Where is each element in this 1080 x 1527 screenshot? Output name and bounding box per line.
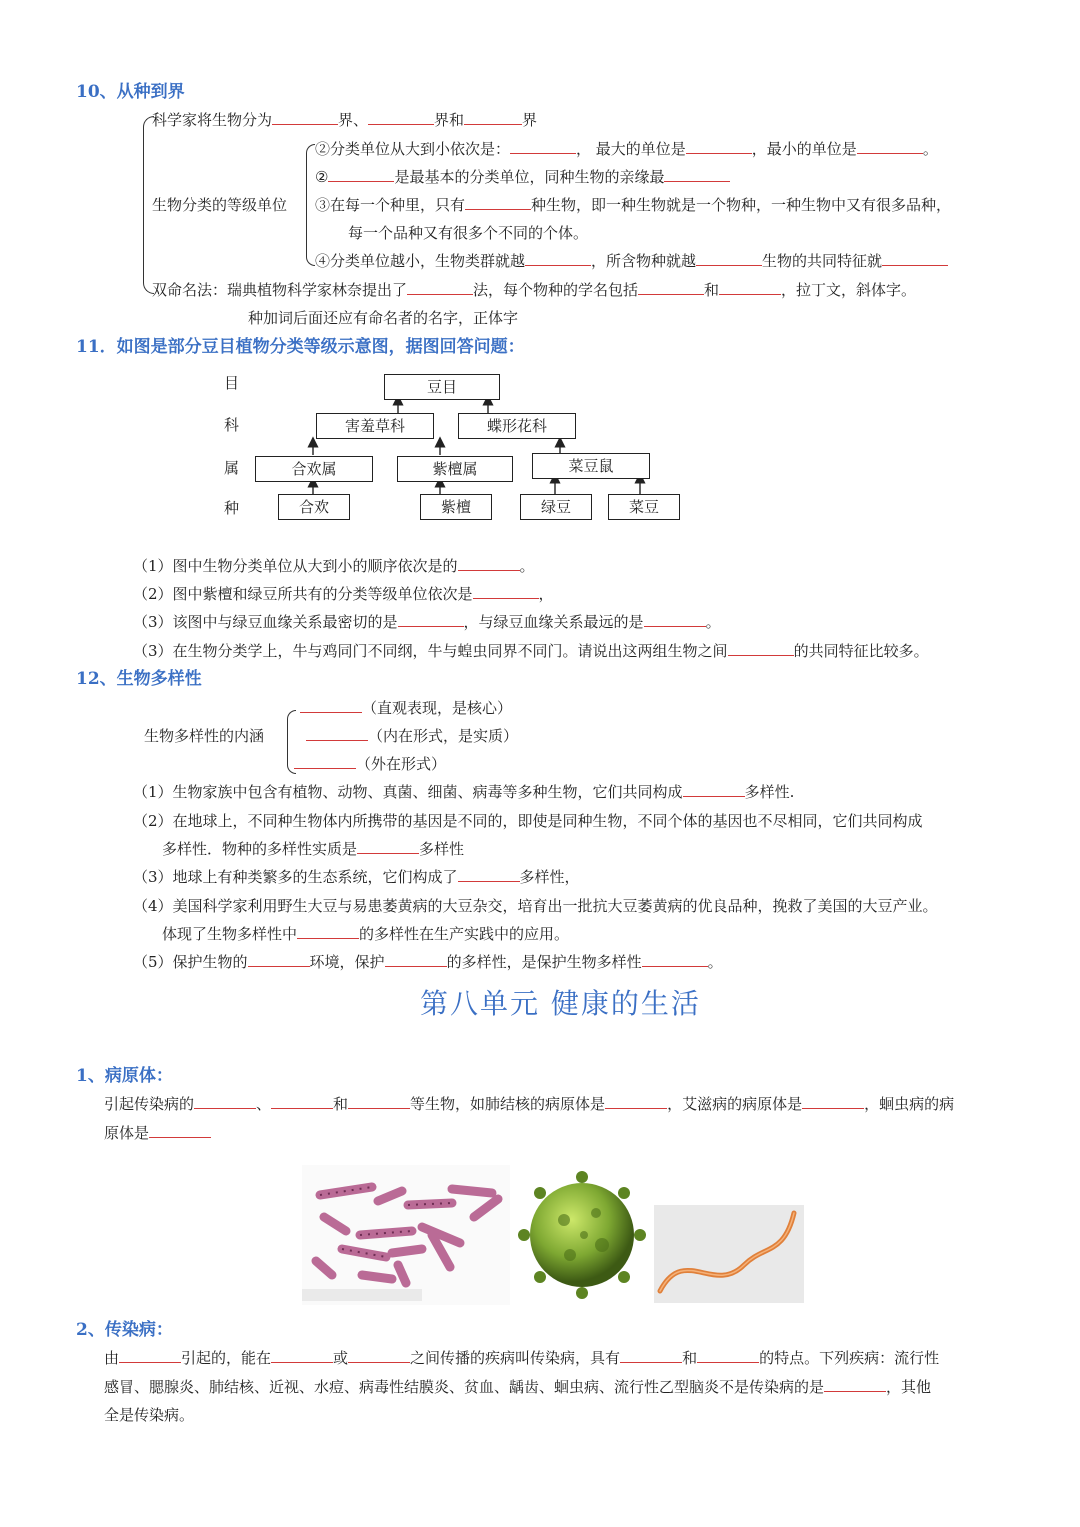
rank-item-3-cont: 每一个品种又有很多个不同的个体。 [348, 224, 589, 242]
family-box-1: 害羞草科 [316, 413, 434, 439]
species-box-3: 绿豆 [520, 494, 592, 520]
biodiversity-item-2: （内在形式，是实质） [306, 726, 518, 746]
section-11-title: 11．如图是部分豆目植物分类等级示意图，据图回答问题： [76, 337, 525, 357]
genus-box-3: 菜豆鼠 [532, 453, 650, 479]
section-12-title: 12、生物多样性 [76, 669, 202, 689]
species-box-2: 紫檀 [420, 494, 492, 520]
binomial-line: 双命名法：瑞典植物科学家林奈提出了 法，每个物种的学名包括 和 ，拉丁文，斜体字。 [152, 281, 917, 299]
pathogen-line-2: 原体是 [104, 1123, 211, 1143]
level-family-label: 科 [224, 416, 240, 434]
para-12-4: （4）美国科学家利用野生大豆与易患萎黄病的大豆杂交，培育出一批抗大豆萎黄病的优良品种，挽救了美国的大豆产业。 [133, 897, 938, 915]
family-box-2: 蝶形花科 [458, 413, 576, 439]
para-12-5: （5）保护生物的 环境，保护 的多样性，是保护生物多样性 。 [133, 953, 723, 971]
genus-box-2: 紫檀属 [397, 456, 513, 482]
infectious-line-1: 由 引起的，能在 或 之间传播的疾病叫传染病，具有 和 的特点。下列疾病：流行性 [104, 1349, 940, 1367]
section-10-title: 10、从种到界 [76, 82, 185, 102]
kingdom-line: 科学家将生物分为 界、 界和 界 [152, 111, 538, 129]
bacteria-image [302, 1165, 510, 1305]
question-11-4: （3）在生物分类学上，牛与鸡同门不同纲，牛与蝗虫同界不同门。请说出这两组生物之间 的共同特征比较多。 [133, 642, 929, 660]
bacteria-illustration [302, 1165, 510, 1305]
genus-box-1: 合欢属 [255, 456, 373, 482]
section-2-title: 2、传染病： [76, 1320, 173, 1340]
level-genus-label: 属 [224, 459, 240, 477]
para-12-4-cont: 体现了生物多样性中 的多样性在生产实践中的应用。 [162, 925, 570, 943]
question-11-2: （2）图中紫檀和绿豆所共有的分类等级单位依次是 ， [133, 585, 554, 603]
rank-item-3: ③在每一个种里，只有 种生物，即一种生物就是一个物种，一种生物中又有很多品种， [315, 196, 952, 214]
para-12-2: （2）在地球上，不同种生物体内所携带的基因是不同的，即使是同种生物，不同个体的基因也不尽相同，它们共同构成 [133, 812, 923, 830]
rank-item-4: ④分类单位越小，生物类群就越 ，所含物种就越 生物的共同特征就 [315, 251, 948, 271]
biodiversity-item-3: （外在形式） [294, 754, 446, 774]
virus-image [512, 1165, 652, 1305]
para-12-1: （1）生物家族中包含有植物、动物、真菌、细菌、病毒等多种生物，它们共同构成 多样性. [133, 783, 795, 801]
section-1-title: 1、病原体： [76, 1066, 173, 1086]
roundworm-illustration [654, 1205, 804, 1303]
rank-label: 生物分类的等级单位 [152, 196, 288, 214]
level-species-label: 种 [224, 499, 240, 517]
biodiversity-label: 生物多样性的内涵 [144, 727, 265, 745]
para-12-3: （3）地球上有种类繁多的生态系统，它们构成了 多样性， [133, 868, 580, 886]
virus-illustration [512, 1165, 652, 1305]
level-order-label: 目 [224, 374, 240, 392]
question-11-1: （1）图中生物分类单位从大到小的顺序依次是的 。 [133, 557, 535, 575]
binomial-line-2: 种加词后面还应有命名者的名字，正体字 [248, 309, 519, 327]
question-11-3: （3）该图中与绿豆血缘关系最密切的是 ，与绿豆血缘关系最远的是 。 [133, 613, 721, 631]
infectious-line-3: 全是传染病。 [104, 1406, 195, 1424]
unit-title: 第八单元 健康的生活 [420, 987, 701, 1020]
infectious-line-2: 感冒、腮腺炎、肺结核、近视、水痘、病毒性结膜炎、贫血、龋齿、蛔虫病、流行性乙型脑炎不是传染病的是 ，其他 [104, 1378, 932, 1396]
pathogen-line-1: 引起传染病的 、 和 等生物，如肺结核的病原体是 ，艾滋病的病原体是 ，蛔虫病的病 [104, 1095, 955, 1113]
order-box: 豆目 [384, 374, 500, 400]
species-box-1: 合欢 [278, 494, 350, 520]
para-12-2-cont: 多样性．物种的多样性实质是 多样性 [162, 840, 465, 858]
species-box-4: 菜豆 [608, 494, 680, 520]
rank-item-2: ② 是最基本的分类单位，同种生物的亲缘最 [315, 167, 730, 187]
roundworm-image [654, 1205, 804, 1303]
rank-item-1: ②分类单位从大到小依次是： ， 最大的单位是 ，最小的单位是 。 [315, 140, 938, 158]
biodiversity-item-1: （直观表现，是核心） [300, 698, 512, 718]
